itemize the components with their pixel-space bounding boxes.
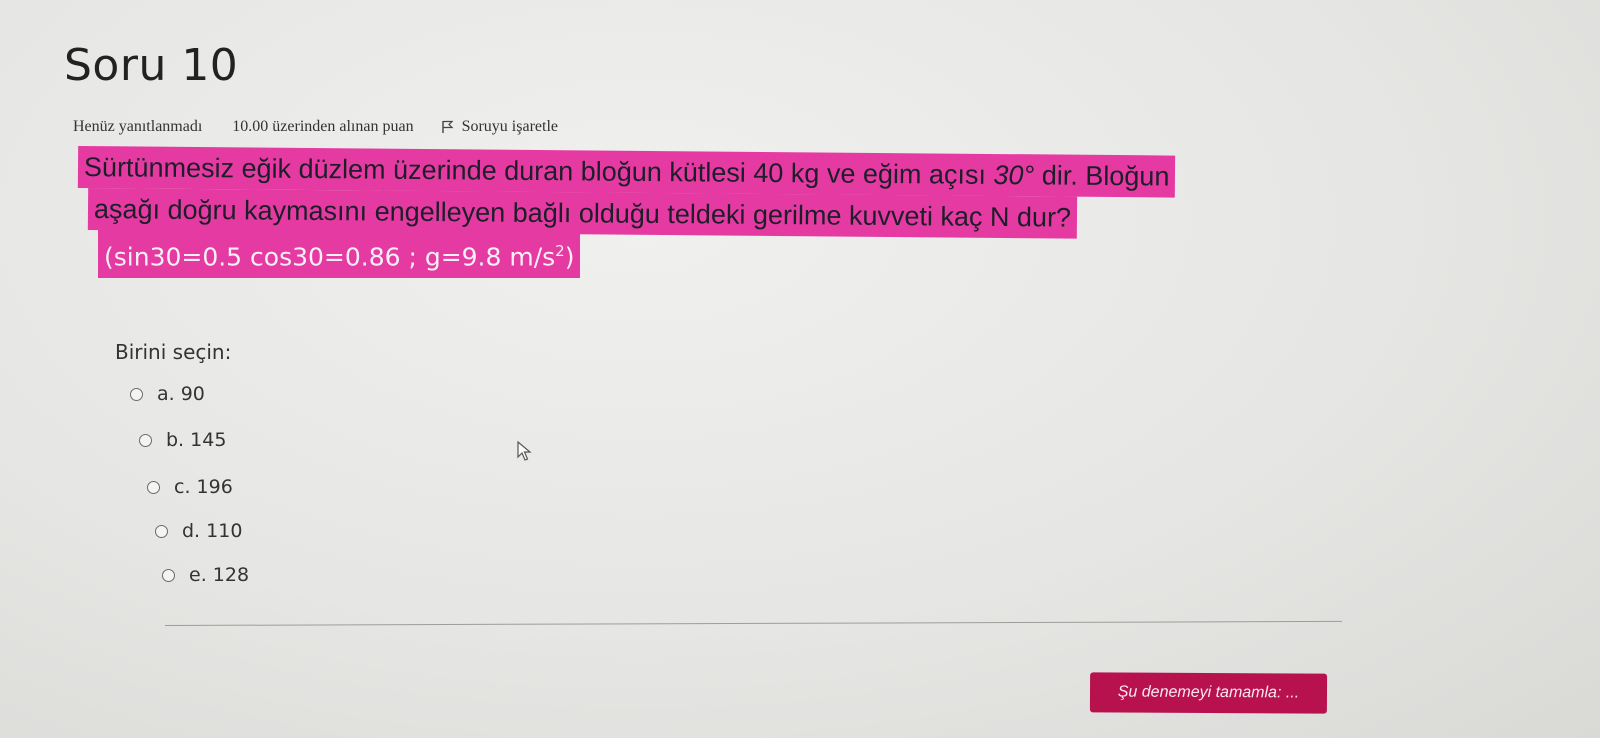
option-label: a. 90 <box>157 383 205 405</box>
answer-prompt: Birini seçin: <box>115 340 232 364</box>
radio-button[interactable] <box>139 434 152 447</box>
question-title: Soru 10 <box>64 40 239 91</box>
flag-question-link[interactable] <box>442 118 558 136</box>
question-formula: (sin30=0.5 cos30=0.86 ; g=9.8 $m/s^2$) <box>98 230 580 278</box>
question-status: Henüz yanıtlanmadı <box>73 118 203 135</box>
angle-value: 30° <box>993 159 1035 191</box>
answer-option-b[interactable] <box>139 429 226 451</box>
flag-icon <box>442 120 454 134</box>
radio-button[interactable] <box>130 388 143 401</box>
question-text <box>78 146 1438 278</box>
divider <box>165 621 1342 626</box>
option-label: b. 145 <box>166 429 227 451</box>
question-info <box>73 118 558 136</box>
option-label: d. 110 <box>182 520 243 542</box>
answer-option-a[interactable] <box>130 383 205 405</box>
answer-option-e[interactable] <box>162 564 249 586</box>
radio-button[interactable] <box>155 525 168 538</box>
question-line-2: aşağı doğru kaymasını engelleyen bağlı olduğu teldeki gerilme kuvveti kaç N dur? <box>88 188 1077 239</box>
question-grade: 10.00 üzerinden alınan puan <box>232 118 414 135</box>
mouse-cursor-icon <box>517 441 535 463</box>
flag-question-label: Soruyu işaretle <box>461 118 558 135</box>
finish-attempt-button[interactable]: Şu denemeyi tamamla: ... <box>1090 672 1327 713</box>
question-line-1: Sürtünmesiz eğik düzlem üzerinde duran bloğun kütlesi 40 kg ve eğim açısı 30° dir. Bloğun <box>78 146 1176 198</box>
answer-option-c[interactable] <box>147 476 233 498</box>
radio-button[interactable] <box>147 481 160 494</box>
option-label: e. 128 <box>189 564 250 586</box>
radio-button[interactable] <box>162 569 175 582</box>
option-label: c. 196 <box>174 476 233 498</box>
answer-option-d[interactable] <box>155 520 242 542</box>
